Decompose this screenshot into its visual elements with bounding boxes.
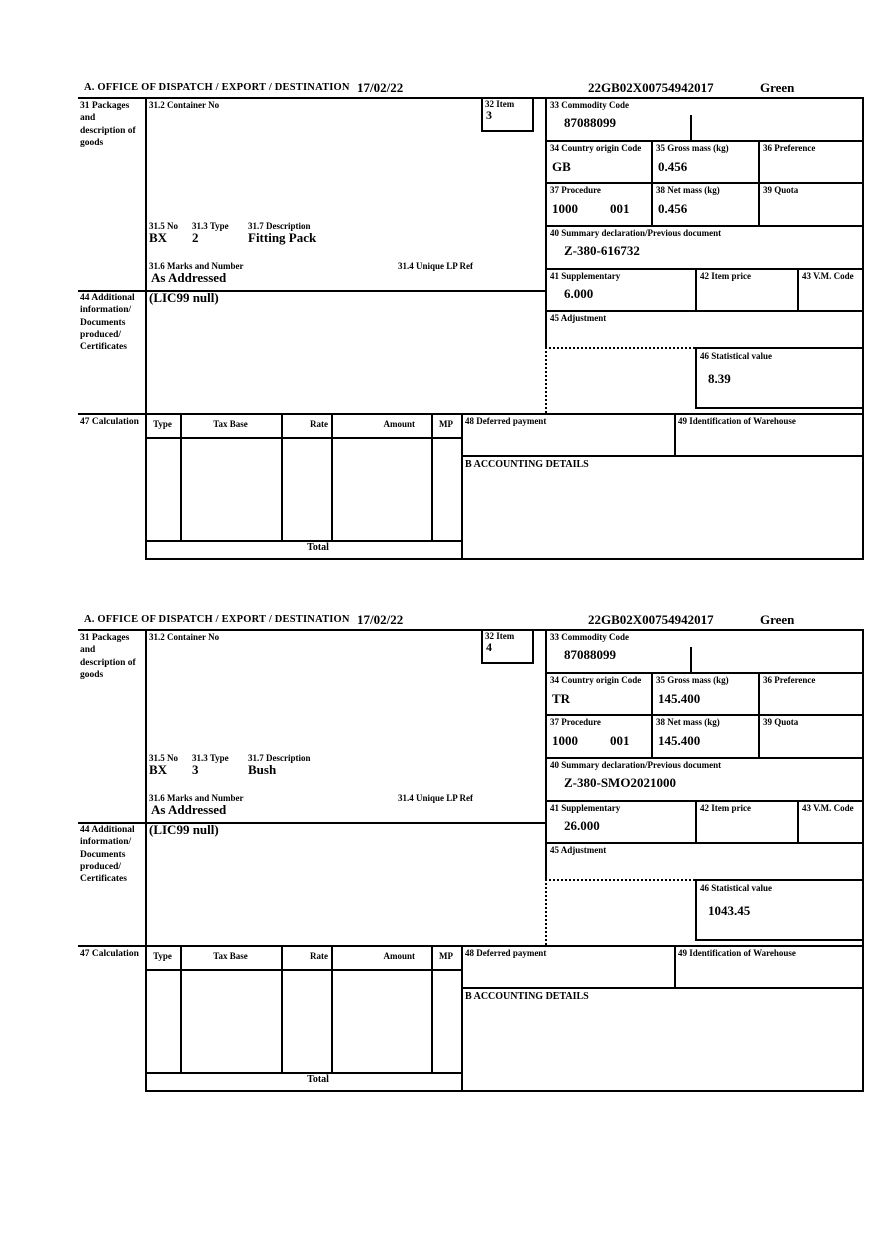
procedure-value: 1000	[552, 201, 578, 216]
divider	[545, 225, 864, 227]
divider	[145, 629, 147, 945]
divider-dotted	[545, 347, 695, 349]
box33-commodity-code-label: 33 Commodity Code	[550, 632, 629, 642]
divider	[461, 987, 864, 989]
commodity-code-value: 87088099	[564, 647, 616, 662]
box40-previous-document-label: 40 Summary declaration/Previous document	[550, 228, 722, 238]
divider	[180, 413, 182, 540]
package-type-value: 2	[192, 230, 199, 245]
box42-item-price-label: 42 Item price	[700, 803, 751, 813]
box33-commodity-code-label: 33 Commodity Code	[550, 100, 629, 110]
divider	[78, 629, 864, 631]
box38-net-mass-label: 38 Net mass (kg)	[656, 185, 720, 195]
box31-2-container-no-label: 31.2 Container No	[149, 632, 220, 642]
rate-column-header: Rate	[310, 419, 328, 429]
package-no-value: BX	[149, 230, 168, 245]
divider	[145, 558, 864, 560]
box38-net-mass-label: 38 Net mass (kg)	[656, 717, 720, 727]
total-row-label: Total	[307, 1074, 329, 1085]
box31-2-container-no-label: 31.2 Container No	[149, 100, 220, 110]
box32-item-label: 32 Item	[485, 99, 515, 109]
divider	[545, 757, 864, 759]
box36-preference-label: 36 Preference	[763, 675, 816, 685]
movement-reference-number: 22GB02X00754942017	[588, 80, 714, 95]
divider	[145, 945, 147, 1090]
divider	[545, 800, 864, 802]
mp-column-header: MP	[439, 951, 453, 961]
statistical-value: 1043.45	[708, 903, 751, 918]
box37-procedure-label: 37 Procedure	[550, 717, 601, 727]
box45-adjustment-label: 45 Adjustment	[550, 845, 607, 855]
box35-gross-mass-label: 35 Gross mass (kg)	[656, 143, 729, 153]
divider	[695, 268, 697, 310]
box44-additional-info-label: 44 Additional information/ Documents produced/ Certificates	[80, 825, 135, 885]
divider	[545, 140, 864, 142]
divider	[862, 97, 864, 558]
accounting-details-label: B ACCOUNTING DETAILS	[465, 991, 589, 1002]
box31-3-type-label: 31.3 Type	[192, 753, 229, 763]
divider	[145, 1090, 864, 1092]
additional-info-value: (LIC99 null)	[149, 290, 219, 305]
tax-type-column-header: Type	[153, 951, 172, 961]
acceptance-date: 17/02/22	[357, 80, 404, 95]
tax-base-column-header: Tax Base	[213, 951, 248, 961]
divider	[431, 413, 433, 540]
supplementary-value: 26.000	[564, 818, 600, 833]
divider	[145, 437, 463, 439]
divider-dotted	[545, 879, 547, 945]
net-mass-value: 145.400	[658, 733, 701, 748]
divider	[331, 413, 333, 540]
routing-status: Green	[760, 612, 795, 627]
box35-gross-mass-label: 35 Gross mass (kg)	[656, 675, 729, 685]
previous-document-value: Z-380-616732	[564, 243, 640, 258]
movement-reference-number: 22GB02X00754942017	[588, 612, 714, 627]
box39-quota-label: 39 Quota	[763, 717, 799, 727]
box45-adjustment-label: 45 Adjustment	[550, 313, 607, 323]
divider	[461, 455, 864, 457]
commodity-code-subdivider	[690, 115, 692, 140]
box42-item-price-label: 42 Item price	[700, 271, 751, 281]
box31-6-marks-label: 31.6 Marks and Number	[149, 793, 244, 803]
procedure-value: 1000	[552, 733, 578, 748]
marks-and-number-value: As Addressed	[151, 270, 227, 285]
divider	[545, 714, 864, 716]
box31-5-no-label: 31.5 No	[149, 753, 178, 763]
divider	[695, 800, 697, 842]
office-of-dispatch-heading: A. OFFICE OF DISPATCH / EXPORT / DESTINATION	[84, 82, 350, 93]
divider	[461, 945, 463, 1090]
routing-status: Green	[760, 80, 795, 95]
divider	[461, 413, 463, 558]
tax-base-column-header: Tax Base	[213, 419, 248, 429]
box46-statistical-value-label: 46 Statistical value	[700, 351, 772, 361]
box34-country-origin-label: 34 Country origin Code	[550, 143, 642, 153]
divider	[145, 413, 147, 558]
box31-4-unique-lp-ref-label: 31.4 Unique LP Ref	[398, 261, 474, 271]
divider	[674, 945, 676, 987]
net-mass-value: 0.456	[658, 201, 688, 216]
box48-deferred-payment-label: 48 Deferred payment	[465, 948, 547, 958]
item-number-value: 4	[486, 640, 492, 654]
commodity-code-subdivider	[690, 647, 692, 672]
box39-quota-label: 39 Quota	[763, 185, 799, 195]
accounting-details-label: B ACCOUNTING DETAILS	[465, 459, 589, 470]
box32-item-label: 32 Item	[485, 631, 515, 641]
rate-column-header: Rate	[310, 951, 328, 961]
divider	[862, 629, 864, 1090]
divider	[331, 945, 333, 1072]
box47-calculation-label: 47 Calculation	[80, 949, 139, 959]
box43-vm-code-label: 43 V.M. Code	[802, 803, 854, 813]
previous-document-value: Z-380-SMO2021000	[564, 775, 676, 790]
divider	[145, 969, 463, 971]
box41-supplementary-label: 41 Supplementary	[550, 803, 621, 813]
gross-mass-value: 145.400	[658, 691, 701, 706]
divider	[180, 945, 182, 1072]
tax-type-column-header: Type	[153, 419, 172, 429]
gross-mass-value: 0.456	[658, 159, 688, 174]
divider	[674, 413, 676, 455]
box48-deferred-payment-label: 48 Deferred payment	[465, 416, 547, 426]
package-type-value: 3	[192, 762, 199, 777]
commodity-code-value: 87088099	[564, 115, 616, 130]
procedure-second-value: 001	[610, 733, 630, 748]
package-description-value: Bush	[248, 762, 277, 777]
divider	[78, 413, 864, 415]
box34-country-origin-label: 34 Country origin Code	[550, 675, 642, 685]
box41-supplementary-label: 41 Supplementary	[550, 271, 621, 281]
box43-vm-code-label: 43 V.M. Code	[802, 271, 854, 281]
box31-3-type-label: 31.3 Type	[192, 221, 229, 231]
divider	[545, 268, 864, 270]
country-origin-value: GB	[552, 159, 571, 174]
divider	[545, 672, 864, 674]
divider	[758, 140, 760, 225]
box31-5-no-label: 31.5 No	[149, 221, 178, 231]
box40-previous-document-label: 40 Summary declaration/Previous document	[550, 760, 722, 770]
additional-info-value: (LIC99 null)	[149, 822, 219, 837]
divider	[431, 945, 433, 1072]
total-row-label: Total	[307, 542, 329, 553]
divider	[281, 945, 283, 1072]
box31-6-marks-label: 31.6 Marks and Number	[149, 261, 244, 271]
divider-dotted	[545, 879, 695, 881]
office-of-dispatch-heading: A. OFFICE OF DISPATCH / EXPORT / DESTINATION	[84, 614, 350, 625]
supplementary-value: 6.000	[564, 286, 594, 301]
amount-column-header: Amount	[383, 419, 415, 429]
divider	[545, 310, 864, 312]
box47-calculation-label: 47 Calculation	[80, 417, 139, 427]
package-no-value: BX	[149, 762, 168, 777]
statistical-value: 8.39	[708, 371, 731, 386]
marks-and-number-value: As Addressed	[151, 802, 227, 817]
procedure-second-value: 001	[610, 201, 630, 216]
box49-warehouse-id-label: 49 Identification of Warehouse	[678, 948, 796, 958]
divider	[545, 182, 864, 184]
country-origin-value: TR	[552, 691, 571, 706]
box49-warehouse-id-label: 49 Identification of Warehouse	[678, 416, 796, 426]
divider	[281, 413, 283, 540]
box31-7-description-label: 31.7 Description	[248, 221, 311, 231]
acceptance-date: 17/02/22	[357, 612, 404, 627]
mp-column-header: MP	[439, 419, 453, 429]
divider	[797, 800, 799, 842]
divider	[758, 672, 760, 757]
box31-packages-label: 31 Packages and description of goods	[80, 101, 136, 149]
item-number-value: 3	[486, 108, 492, 122]
declaration-item-block-2	[78, 612, 864, 1094]
divider	[651, 140, 653, 225]
box37-procedure-label: 37 Procedure	[550, 185, 601, 195]
divider-dotted	[545, 347, 547, 413]
box46-statistical-value-label: 46 Statistical value	[700, 883, 772, 893]
divider	[651, 672, 653, 757]
amount-column-header: Amount	[383, 951, 415, 961]
box36-preference-label: 36 Preference	[763, 143, 816, 153]
divider	[797, 268, 799, 310]
box44-additional-info-label: 44 Additional information/ Documents produced/ Certificates	[80, 293, 135, 353]
box31-packages-label: 31 Packages and description of goods	[80, 633, 136, 681]
divider	[78, 97, 864, 99]
package-description-value: Fitting Pack	[248, 230, 317, 245]
divider	[545, 842, 864, 844]
declaration-item-block-1	[78, 80, 864, 562]
divider	[78, 945, 864, 947]
box31-7-description-label: 31.7 Description	[248, 753, 311, 763]
divider	[145, 97, 147, 413]
box31-4-unique-lp-ref-label: 31.4 Unique LP Ref	[398, 793, 474, 803]
